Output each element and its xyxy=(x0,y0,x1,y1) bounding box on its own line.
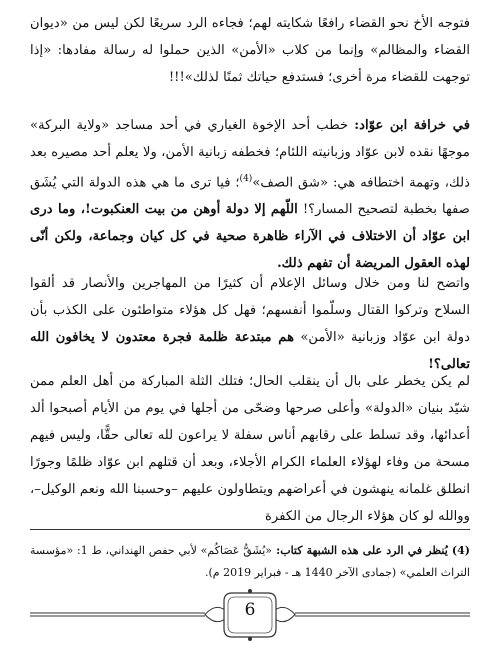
paragraph-1-text: فتوجه الأخ نحو القضاء رافعًا شكايته لهم؛ فجاءه الرد سريعًا لكن ليس من «ديوان القضاء والمظالم» وإنما من كلاب «الأمن» الذين حملوا له رسالة مفادها: «إذا توجهت للقضاء مرة أخرى؛ فستدفع حياتك ثمنًا لذلك»!!! xyxy=(30,16,470,85)
paragraph-3-bold: هم مبتدعة ظلمة فجرة معتدون لا يخافون الله تعالى؟! xyxy=(30,330,470,372)
paragraph-2-body-cont: ؛ فيا ترى ما هي هذه الدولة التي يُشَق صفها بخطبة لتصحيح المسار؟! xyxy=(30,175,470,218)
paragraph-2-body: خطب أحد الإخوة الغياري في أحد مساجد «ولاية البركة» موجهًا نقده لابن عوّاد وزبانيته اللئام؛ فخطفه زبانية الأمن، ولا يعلم أحد مصيره بعد ذلك، وتهمة اختطافه هي: «شق الصف» xyxy=(30,118,470,191)
footnote-body: «يُشَقُّ عَصَاكُم» لأبي حفص الهنداني، ط 1: «مؤسسة التراث العلمي» (جمادى الآخر 1440 هـ - فبراير 2019 م). xyxy=(30,544,470,579)
paragraph-4-text: لم يكن يخطر على بال أن ينقلب الحال؛ فتلك الثلة المباركة من أهل العلم ممن شيّد بنيان «الدولة» وأعلى صرحها وضحّى من أجلها في يوم من الأيام أصبحوا ألد أعدائها، وقد تسلط على رقابهم أناس سفلة لا يراعون لله تعالى حقًّا، وليس فيهم مسحة من وفاء لهؤلاء العلماء الكرام الأجلاء، وبعد أن قتلهم ابن عوّاد ظلمًا وجورًا انطلق غلمانه ينهشون في أعراضهم ويتطاولون عليهم –وحسبنا الله ونعم الوكيل–، ووالله لو كان هؤلاء الرجال من الكفرة xyxy=(30,374,470,524)
paragraph-3 xyxy=(30,270,470,378)
paragraph-3-text: واتضح لنا ومن خلال وسائل الإعلام أن كثيرًا من المهاجرين والأنصار قد ألقوا السلاح وتركوا القتال وسلّموا أنفسهم؛ فهل كل هؤلاء متواطئون على الكذب بأن دولة ابن عوّاد وزبانية «الأمن» xyxy=(30,276,470,345)
paragraph-2-heading: في خرافة ابن عوّاد: xyxy=(354,118,470,133)
page-number: 6 xyxy=(244,600,256,620)
paragraph-2 xyxy=(30,112,470,277)
paragraph-4 xyxy=(30,368,470,530)
footnote-4 xyxy=(30,540,470,584)
footnote-separator xyxy=(30,529,470,530)
footnote-lead: (4) يُنظر في الرد على هذه الشبهة كتاب: xyxy=(272,544,470,557)
paragraph-2-bold: اللّهم إلا دولة أوهن من بيت العنكبوت!، وما درى ابن عوّاد أن الاختلاف في الآراء ظاهرة صحية في كل كيان وجماعة، ولكن أنّى لهذه العقول المريضة أن تفهم ذلك. xyxy=(30,202,470,272)
paragraph-1 xyxy=(30,10,470,91)
footnote-ref-4: (4) xyxy=(239,174,253,184)
